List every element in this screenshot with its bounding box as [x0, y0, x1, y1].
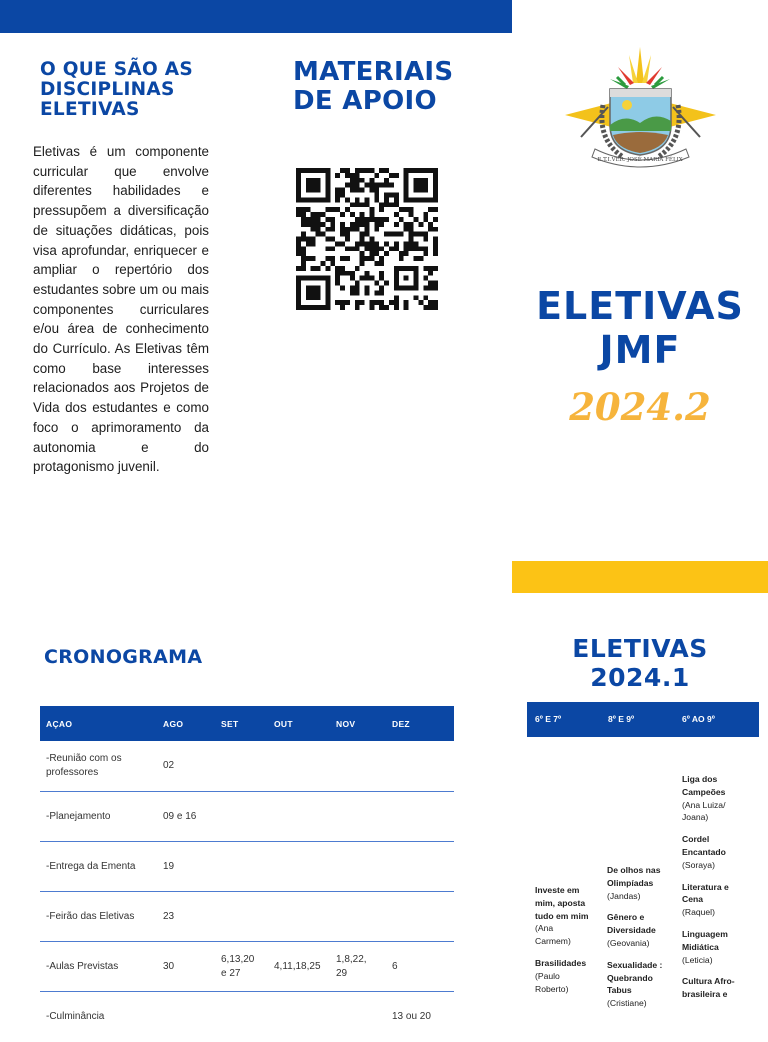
table-row — [40, 892, 454, 942]
table-cell — [330, 992, 386, 1042]
table-cell: 4,11,18,25 — [268, 942, 330, 992]
table-row — [40, 992, 454, 1042]
electives-col-header: 6º E 7º — [535, 714, 561, 724]
elective-title: Cultura Afro-brasileira e — [682, 975, 752, 1001]
table-cell — [330, 792, 386, 842]
elective-title: Investe em mim, aposta tudo em mim — [535, 884, 590, 922]
support-materials-section — [293, 58, 493, 116]
school-crest-logo — [563, 45, 718, 170]
table-cell: 02 — [157, 741, 215, 792]
schedule-col-header: AGO — [157, 706, 215, 741]
electives-col-header: 6º AO 9º — [682, 714, 715, 724]
table-cell: -Feirão das Eletivas — [40, 892, 157, 942]
table-cell — [386, 842, 454, 892]
elective-title: De olhos nas Olimpíadas — [607, 864, 667, 890]
elective-teacher: (Raquel) — [682, 907, 715, 917]
table-cell: 6,13,20 e 27 — [215, 942, 268, 992]
table-cell — [215, 842, 268, 892]
table-cell: -Reunião com os professores — [40, 741, 157, 792]
table-cell — [215, 992, 268, 1042]
list-item — [535, 957, 590, 995]
top-blue-bar — [0, 0, 512, 33]
table-cell — [215, 892, 268, 942]
elective-title: Linguagem Midiática — [682, 928, 752, 954]
what-are-electives-heading: O QUE SÃO AS DISCIPLINAS ELETIVAS — [40, 60, 215, 120]
elective-title: Liga dos Campeões — [682, 773, 752, 799]
table-cell: 13 ou 20 — [386, 992, 454, 1042]
elective-teacher: (Jandas) — [607, 891, 640, 901]
title-text: ELETIVAS JMF — [512, 284, 768, 372]
what-are-electives-section — [40, 60, 215, 120]
table-cell — [386, 792, 454, 842]
table-cell — [268, 892, 330, 942]
electives-2024-1-section — [512, 634, 768, 692]
schedule-heading: CRONOGRAMA — [44, 646, 202, 668]
table-cell — [330, 842, 386, 892]
elective-teacher: (Soraya) — [682, 860, 715, 870]
elective-teacher: (Ana Carmem) — [535, 923, 571, 946]
table-cell: 30 — [157, 942, 215, 992]
support-materials-heading: MATERIAIS DE APOIO — [293, 58, 493, 116]
title-year: 2024.2 — [512, 385, 768, 429]
list-item — [607, 959, 667, 1010]
table-cell — [386, 741, 454, 792]
list-item — [607, 911, 667, 949]
schedule-table — [40, 706, 454, 1042]
qr-code[interactable] — [296, 168, 438, 310]
table-row — [40, 792, 454, 842]
electives-col-6-to-9 — [682, 773, 752, 1010]
elective-teacher: (Geovania) — [607, 938, 650, 948]
schedule-col-header: SET — [215, 706, 268, 741]
schedule-col-header: AÇAO — [40, 706, 157, 741]
table-cell: -Entrega da Ementa — [40, 842, 157, 892]
list-item — [682, 773, 752, 824]
electives-col-8-9 — [607, 864, 667, 1019]
electives-2024-1-heading: ELETIVAS 2024.1 — [512, 634, 768, 692]
list-item — [607, 864, 667, 902]
list-item — [535, 884, 590, 948]
elective-teacher: (Paulo Roberto) — [535, 971, 568, 994]
list-item — [682, 928, 752, 966]
table-cell — [268, 741, 330, 792]
electives-col-header: 8º E 9º — [608, 714, 634, 724]
schedule-col-header: OUT — [268, 706, 330, 741]
table-cell — [268, 842, 330, 892]
table-cell — [330, 892, 386, 942]
list-item — [682, 833, 752, 871]
elective-teacher: (Ana Luiza/ Joana) — [682, 800, 725, 823]
table-cell — [215, 741, 268, 792]
elective-teacher: (Cristiane) — [607, 998, 647, 1008]
table-cell — [268, 792, 330, 842]
elective-title: Literatura e Cena — [682, 881, 752, 907]
list-item — [682, 975, 752, 1001]
table-cell — [215, 792, 268, 842]
table-cell — [268, 992, 330, 1042]
electives-col-6-7 — [535, 884, 590, 1004]
svg-text:E.T.I.VER. JOSÉ MARIA FÉLIX: E.T.I.VER. JOSÉ MARIA FÉLIX — [597, 155, 682, 163]
elective-title: Gênero e Diversidade — [607, 911, 667, 937]
table-row — [40, 942, 454, 992]
table-cell: -Culminância — [40, 992, 157, 1042]
schedule-col-header: NOV — [330, 706, 386, 741]
elective-title: Cordel Encantado — [682, 833, 752, 859]
yellow-accent-bar — [512, 561, 768, 593]
schedule-section — [44, 646, 202, 668]
schedule-header-row — [40, 706, 454, 741]
table-cell: -Planejamento — [40, 792, 157, 842]
electives-header-bar — [527, 702, 759, 737]
elective-title: Sexualidade : Quebrando Tabus — [607, 959, 667, 997]
table-cell — [330, 741, 386, 792]
what-are-electives-text: Eletivas é um componente curricular que envolve diferentes habilidades e pressupõem a diversificação de situações didáticas, pois visa aprofundar, enriquecer e ampliar o repertório dos estudantes sobre um ou mais componentes curriculares e/ou área de conhecimento do Currículo. As Eletivas têm como base interesses relacionados aos Projetos de Vida dos estudantes e como foco o aprimoramento da autonomia e do protagonismo juvenil. — [33, 142, 209, 477]
table-cell: 19 — [157, 842, 215, 892]
table-cell — [157, 992, 215, 1042]
list-item — [682, 881, 752, 919]
table-cell: 1,8,22, 29 — [330, 942, 386, 992]
brochure-title — [512, 284, 768, 372]
table-cell: -Aulas Previstas — [40, 942, 157, 992]
schedule-col-header: DEZ — [386, 706, 454, 741]
crest-fan-icon — [610, 47, 670, 89]
table-cell — [386, 892, 454, 942]
elective-title: Brasilidades — [535, 957, 590, 970]
elective-teacher: (Leticia) — [682, 955, 713, 965]
table-cell: 23 — [157, 892, 215, 942]
table-cell: 6 — [386, 942, 454, 992]
table-row — [40, 842, 454, 892]
table-cell: 09 e 16 — [157, 792, 215, 842]
table-row — [40, 741, 454, 792]
